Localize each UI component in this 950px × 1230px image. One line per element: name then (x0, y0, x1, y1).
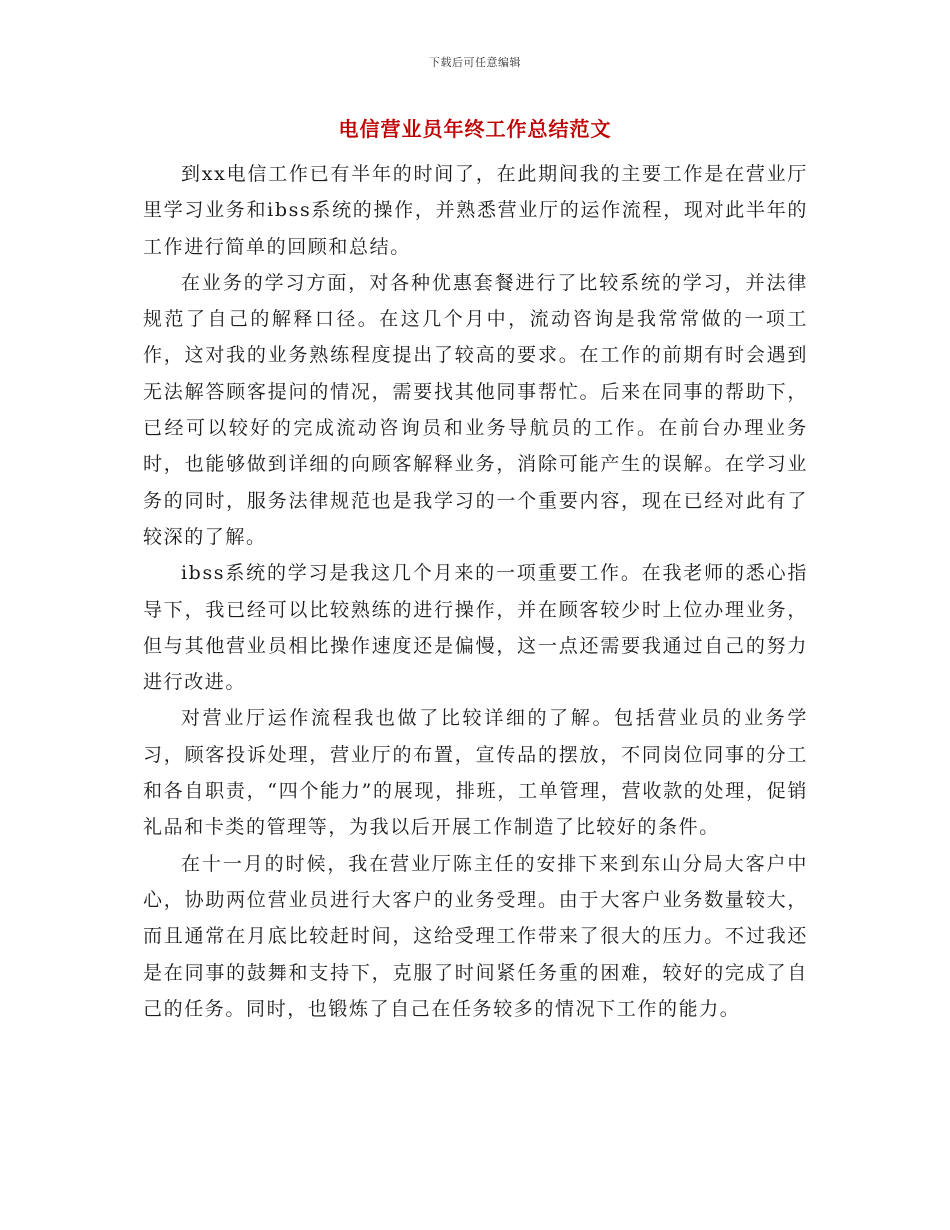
paragraph-1: 到xx电信工作已有半年的时间了，在此期间我的主要工作是在营业厅里学习业务和ibss系统的操作，并熟悉营业厅的运作流程，现对此半年的工作进行简单的回顾和总结。 (143, 163, 808, 258)
paragraph-4: 对营业厅运作流程我也做了比较详细的了解。包括营业员的业务学习，顾客投诉处理，营业厅的布置，宣传品的摆放，不同岗位同事的分工和各自职责，“四个能力”的展现，排班，工单管理，营收款的处理，促销礼品和卡类的管理等，为我以后开展工作制造了比较好的条件。 (143, 707, 808, 839)
document-body (143, 156, 808, 1027)
header-note: 下载后可任意编辑 (429, 56, 521, 69)
paragraph-3: ibss系统的学习是我这几个月来的一项重要工作。在我老师的悉心指导下，我已经可以比较熟练的进行操作，并在顾客较少时上位办理业务，但与其他营业员相比操作速度还是偏慢，这一点还需要我通过自己的努力进行改进。 (143, 562, 808, 694)
document-title: 电信营业员年终工作总结范文 (338, 117, 612, 141)
paragraph-2: 在业务的学习方面，对各种优惠套餐进行了比较系统的学习，并法律规范了自己的解释口径。在这几个月中，流动咨询是我常常做的一项工作，这对我的业务熟练程度提出了较高的要求。在工作的前期有时会遇到无法解答顾客提问的情况，需要找其他同事帮忙。后来在同事的帮助下，已经可以较好的完成流动咨询员和业务导航员的工作。在前台办理业务时，也能够做到详细的向顾客解释业务，消除可能产生的误解。在学习业务的同时，服务法律规范也是我学习的一个重要内容，现在已经对此有了较深的了解。 (143, 271, 808, 548)
paragraph-5: 在十一月的时候，我在营业厅陈主任的安排下来到东山分局大客户中心，协助两位营业员进行大客户的业务受理。由于大客户业务数量较大，而且通常在月底比较赶时间，这给受理工作带来了很大的压力。不过我还是在同事的鼓舞和支持下，克服了时间紧任务重的困难，较好的完成了自己的任务。同时，也锻炼了自己在任务较多的情况下工作的能力。 (143, 852, 808, 1020)
